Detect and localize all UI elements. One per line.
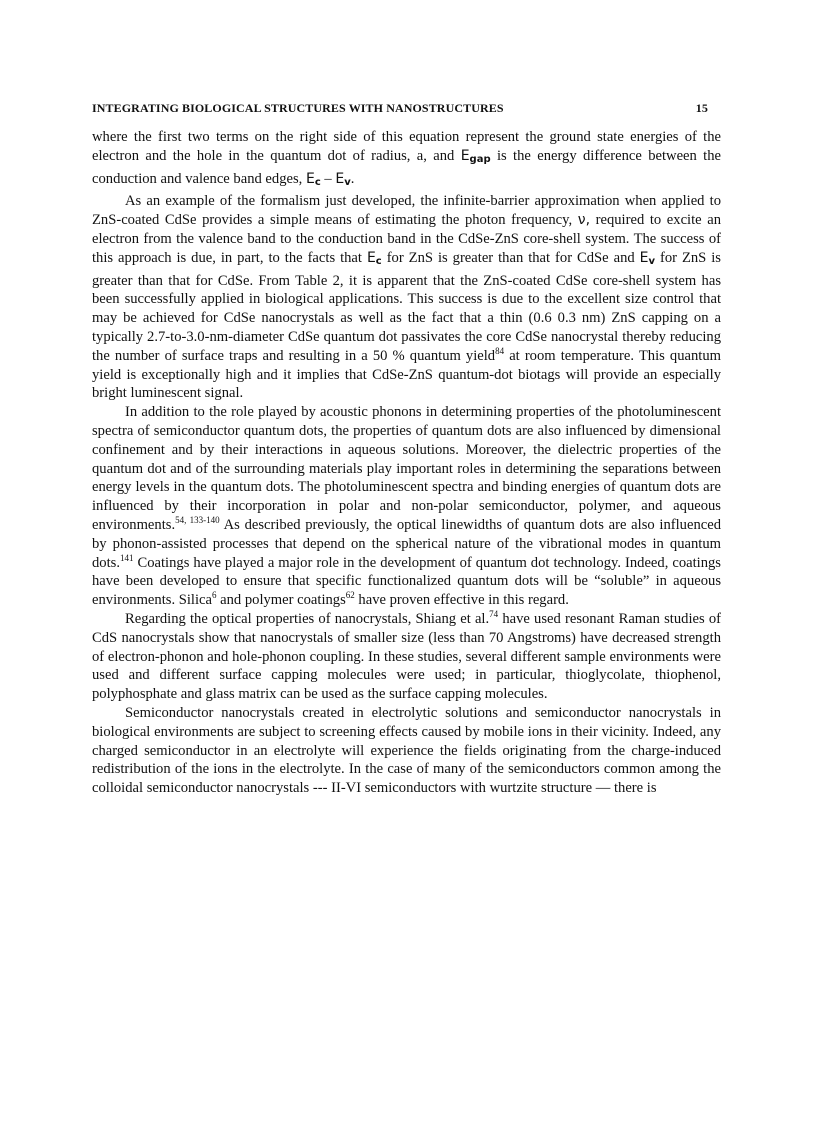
text-run: where the first two terms on the right side of this equation represent the ground state energies of the electron and the hole in the quantum dot of radius, a, and bbox=[92, 129, 721, 164]
citation-ref: 62 bbox=[345, 590, 355, 601]
minus-sign: – bbox=[320, 170, 336, 187]
running-title: INTEGRATING BIOLOGICAL STRUCTURES WITH NANOSTRUCTURES bbox=[92, 101, 504, 115]
text-run: for ZnS is greater than that for CdSe and bbox=[381, 249, 640, 266]
text-run: and polymer coatings bbox=[216, 592, 346, 609]
symbol-e-c bbox=[306, 171, 321, 187]
symbol-e: E bbox=[335, 170, 345, 187]
symbol-e-v bbox=[335, 171, 350, 187]
citation-ref: 6 bbox=[211, 590, 217, 601]
paragraph-1 bbox=[92, 128, 721, 192]
text-run: As an example of the formalism just developed, the infinite-barrier approximation when applied to ZnS-coated CdSe provides a simple means of estimating the photon frequency, bbox=[92, 193, 721, 229]
text-run: at room temperature. This quantum yield is exceptionally high and it implies that CdSe-ZnS quantum-dot biotags will provide an especially bright luminescent signal. bbox=[92, 347, 721, 402]
text-run: required to excite an electron from the valence band to the conduction band in the CdSe-ZnS core-shell system. The success of this approach is due, in part, to the facts that bbox=[92, 212, 721, 266]
symbol-e: E bbox=[639, 249, 649, 266]
text-run: have proven effective in this regard. bbox=[354, 592, 569, 609]
text-run: Coatings have played a major role in the development of quantum dot technology. Indeed, coatings have been developed to ensure that specific functionalized quantum dots will be “soluble” in aqueous environments. Silica bbox=[92, 554, 721, 609]
citation-ref: 54, 133-140 bbox=[175, 514, 220, 525]
text-run: As described previously, the optical linewidths of quantum dots are also influenced by phonon-assisted processes that depend on the spherical nature of the vibrational modes in quantum dots. bbox=[92, 516, 722, 571]
text-run: is the energy difference between the conduction and valence band edges, bbox=[92, 147, 721, 187]
running-header bbox=[92, 101, 708, 116]
citation-ref: 141 bbox=[119, 552, 134, 563]
symbol-nu: ν, bbox=[577, 212, 591, 229]
body-text bbox=[92, 128, 721, 798]
paragraph-4 bbox=[92, 610, 721, 704]
symbol-e: E bbox=[366, 249, 376, 266]
symbol-e-gap bbox=[461, 148, 491, 164]
subscript-c: c bbox=[314, 176, 321, 188]
symbol-e-c bbox=[367, 250, 382, 266]
symbol-e: E bbox=[305, 170, 315, 187]
subscript-v: v bbox=[344, 176, 351, 188]
page-number: 15 bbox=[695, 101, 708, 115]
symbol-e: E bbox=[460, 147, 470, 164]
paragraph-5 bbox=[92, 704, 721, 798]
text-run: . bbox=[350, 170, 355, 187]
text-run: have used resonant Raman studies of CdS nanocrystals show that nanocrystals of smaller size (less than 70 Angstroms) have decreased strength of electron-phonon and hole-phonon coupling. In these studies, several different sample environments were used and different surface capping molecules were used; in particular, thioglycolate, thiophenol, polyphosphate and glass matrix can be used as the surface capping molecules. bbox=[92, 610, 721, 703]
citation-ref: 84 bbox=[495, 345, 505, 356]
subscript-c: c bbox=[375, 255, 382, 267]
text-run: Regarding the optical properties of nanocrystals, Shiang et al. bbox=[125, 610, 490, 627]
citation-ref: 74 bbox=[489, 608, 499, 619]
subscript-v: v bbox=[648, 255, 656, 267]
symbol-e-v bbox=[640, 250, 655, 266]
paragraph-3 bbox=[92, 403, 721, 610]
text-run: for ZnS is greater than that for CdSe. From Table 2, it is apparent that the ZnS-coated CdSe core-shell system has been successfully applied in biological applications. This success is due to the excellent size control that may be achieved for CdSe nanocrystals as well as the fact that a thin (0.6 0.3 nm) ZnS capping on a typically 2.7-to-3.0-nm-diameter CdSe quantum dot passivates the core CdSe nanocrystal thereby reducing the number of surface traps and resulting in a 50 % quantum yield bbox=[92, 249, 721, 364]
paragraph-2 bbox=[92, 192, 721, 403]
subscript-gap: gap bbox=[469, 153, 491, 165]
text-run: In addition to the role played by acoustic phonons in determining properties of the photoluminescent spectra of semiconductor quantum dots, the properties of quantum dots are also influenced by dimensional confinement and by their interactions in aqueous solutions. Moreover, the dielectric properties of the quantum dot and of the surrounding materials play important roles in determining the separations between energy levels in the quantum dots. The photoluminescent spectra and binding energies of quantum dots are influenced by their incorporation in polar and non-polar semiconductor, polymer, and aqueous environments. bbox=[92, 404, 721, 533]
text-run: Semiconductor nanocrystals created in electrolytic solutions and semiconductor nanocrystals in biological environments are subject to screening effects caused by mobile ions in their vicinity. Indeed, any charged semiconductor in an electrolyte will experience the fields originating from the charge-induced redistribution of the ions in the electrolyte. In the case of many of the semiconductors common among the colloidal semiconductor nanocrystals --- II-VI semiconductors with wurtzite structure — there is bbox=[92, 704, 721, 797]
